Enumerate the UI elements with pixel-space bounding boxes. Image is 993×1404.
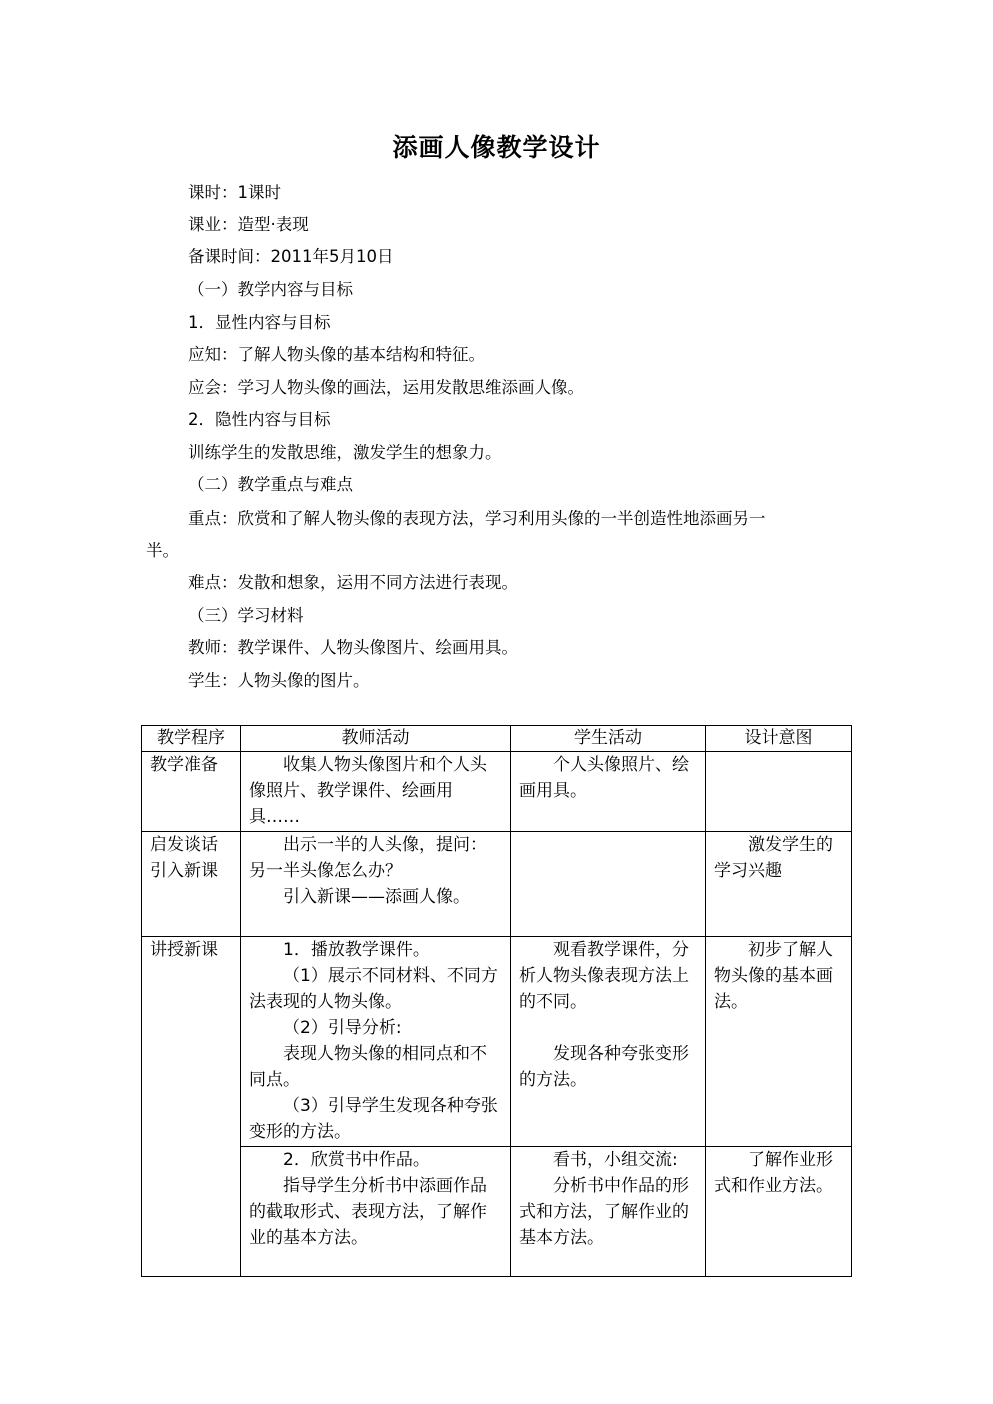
intent-text: 了解作业形式和作业方法。 — [714, 1150, 833, 1196]
lesson-plan-table — [141, 725, 852, 1277]
goal-can: 应会：学习人物头像的画法，运用发散思维添画人像。 — [188, 378, 584, 397]
student-text: 观看教学课件，分析人物头像表现方法上的不同。 — [519, 940, 689, 1012]
intent-text: 激发学生的学习兴趣 — [714, 835, 833, 881]
section-heading-2: （二）教学重点与难点 — [188, 475, 353, 494]
teacher-cell — [241, 832, 511, 937]
student-materials: 学生：人物头像的图片。 — [188, 671, 370, 690]
stage-cell: 讲授新课 — [142, 937, 241, 1277]
teacher-text: 表现人物头像的相同点和不同点。 — [249, 1044, 487, 1090]
header-stage: 教学程序 — [142, 726, 241, 752]
table-row — [142, 1147, 852, 1277]
header-teacher: 教师活动 — [241, 726, 511, 752]
table-row — [142, 832, 852, 937]
teacher-text: 1．播放教学课件。 — [283, 940, 430, 960]
teacher-text: 收集人物头像图片和个人头像照片、教学课件、绘画用具…… — [249, 755, 487, 827]
teacher-cell — [241, 937, 511, 1147]
teacher-text: 指导学生分析书中添画作品的截取形式、表现方法，了解作业的基本方法。 — [249, 1176, 487, 1248]
difficulty: 难点：发散和想象，运用不同方法进行表现。 — [188, 573, 518, 592]
teacher-cell — [241, 1147, 511, 1277]
subheading-1-2: 2．隐性内容与目标 — [188, 410, 331, 429]
table-row — [142, 752, 852, 832]
header-intent: 设计意图 — [706, 726, 852, 752]
goal-train: 训练学生的发散思维，激发学生的想象力。 — [188, 443, 502, 462]
subheading-1-1: 1．显性内容与目标 — [188, 313, 331, 332]
teacher-text: 引入新课——添画人像。 — [283, 887, 470, 907]
info-prep-time: 备课时间：2011年5月10日 — [188, 247, 394, 266]
intent-cell — [706, 1147, 852, 1277]
info-period: 课时：1课时 — [188, 183, 281, 202]
teacher-text: 2．欣赏书中作品。 — [283, 1150, 430, 1170]
stage-text: 引入新课 — [150, 861, 218, 881]
student-text: 分析书中作品的形式和方法，了解作业的基本方法。 — [519, 1176, 689, 1248]
student-text: 发现各种夸张变形的方法。 — [519, 1044, 689, 1090]
stage-text: 启发谈话 — [150, 835, 218, 855]
table-row — [142, 937, 852, 1147]
info-course: 课业：造型·表现 — [188, 215, 309, 234]
stage-cell — [142, 832, 241, 937]
teacher-text: （2）引导分析: — [283, 1018, 402, 1038]
section-heading-1: （一）教学内容与目标 — [188, 280, 353, 299]
student-cell — [511, 832, 706, 937]
student-text: 个人头像照片、绘画用具。 — [519, 755, 689, 801]
header-student: 学生活动 — [511, 726, 706, 752]
intent-cell — [706, 937, 852, 1147]
intent-cell — [706, 752, 852, 832]
student-cell — [511, 1147, 706, 1277]
teacher-materials: 教师：教学课件、人物头像图片、绘画用具。 — [188, 638, 518, 657]
key-point-line-1: 重点：欣赏和了解人物头像的表现方法，学习利用头像的一半创造性地添画另一 — [188, 509, 766, 528]
teacher-text: （1）展示不同材料、不同方法表现的人物头像。 — [249, 966, 498, 1012]
stage-cell: 教学准备 — [142, 752, 241, 832]
table-header-row — [142, 726, 852, 752]
student-text: 看书，小组交流: — [553, 1150, 678, 1170]
key-point-line-2: 半。 — [146, 541, 179, 560]
section-heading-3: （三）学习材料 — [188, 606, 304, 625]
document-title: 添画人像教学设计 — [392, 133, 601, 162]
intent-text: 初步了解人物头像的基本画法。 — [714, 940, 833, 1012]
teacher-text: （3）引导学生发现各种夸张变形的方法。 — [249, 1096, 498, 1142]
intent-cell — [706, 832, 852, 937]
student-cell — [511, 937, 706, 1147]
student-cell — [511, 752, 706, 832]
goal-know: 应知：了解人物头像的基本结构和特征。 — [188, 345, 485, 364]
teacher-text: 出示一半的人头像，提问：另一半头像怎么办？ — [249, 835, 487, 881]
teacher-cell — [241, 752, 511, 832]
